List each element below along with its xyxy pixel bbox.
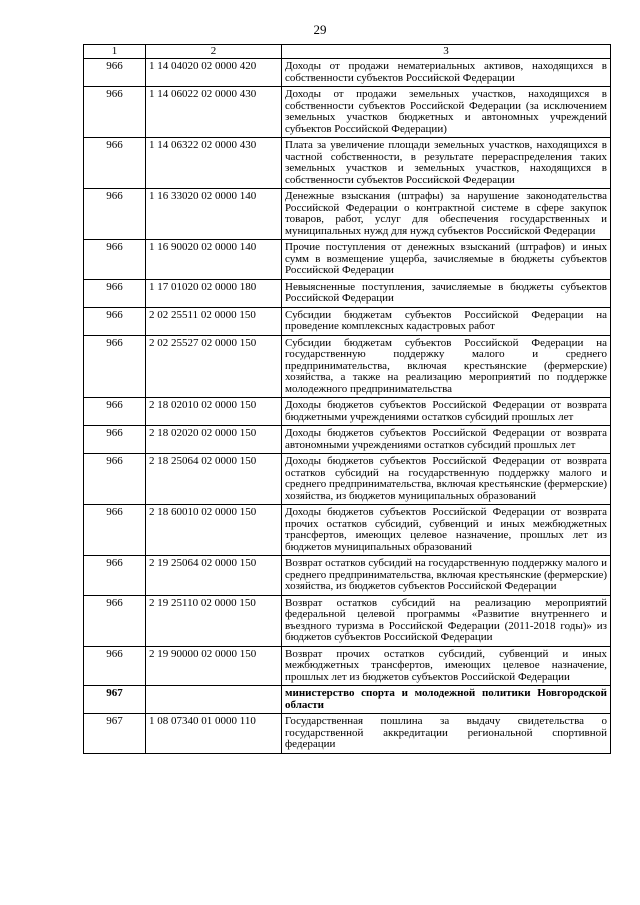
table-row	[84, 714, 611, 754]
revenue-name-cell: Возврат остатков субсидий на государственную поддержку малого и среднего предпринимательства, включая крестьянские (фермерские) хозяйства, из бюджетов субъектов Российской Федерации	[282, 556, 611, 596]
admin-code-cell: 966	[84, 59, 146, 87]
header-column-3: 3	[282, 45, 611, 59]
table-row	[84, 335, 611, 398]
table-row	[84, 87, 611, 138]
revenue-name-cell: министерство спорта и молодежной политики Новгородской области	[282, 686, 611, 714]
budget-code-cell: 2 18 02010 02 0000 150	[146, 398, 282, 426]
admin-code-cell: 966	[84, 556, 146, 596]
admin-code-cell: 966	[84, 279, 146, 307]
budget-code-cell: 1 14 06322 02 0000 430	[146, 138, 282, 189]
budget-code-cell: 1 17 01020 02 0000 180	[146, 279, 282, 307]
table-row	[84, 454, 611, 505]
budget-code-cell: 2 02 25527 02 0000 150	[146, 335, 282, 398]
revenue-name-cell: Доходы бюджетов субъектов Российской Федерации от возврата остатков субсидий на государственную поддержку малого и среднего предпринимательства, включая крестьянские (фермерские) хозяйства, из бюджетов муниципальных образований	[282, 454, 611, 505]
budget-code-cell: 1 14 06022 02 0000 430	[146, 87, 282, 138]
revenue-name-cell: Возврат прочих остатков субсидий, субвенций и иных межбюджетных трансфертов, имеющих целевое назначение, прошлых лет из бюджетов субъектов Российской Федерации	[282, 646, 611, 686]
budget-code-cell: 2 18 60010 02 0000 150	[146, 505, 282, 556]
admin-code-cell: 966	[84, 426, 146, 454]
table-row	[84, 307, 611, 335]
admin-code-cell: 967	[84, 686, 146, 714]
budget-code-cell: 2 18 25064 02 0000 150	[146, 454, 282, 505]
table-row	[84, 398, 611, 426]
table-row	[84, 240, 611, 280]
budget-code-cell: 1 16 33020 02 0000 140	[146, 189, 282, 240]
admin-code-cell: 967	[84, 714, 146, 754]
page-number: 29	[313, 22, 327, 37]
budget-code-cell: 2 19 25064 02 0000 150	[146, 556, 282, 596]
budget-code-cell: 1 14 04020 02 0000 420	[146, 59, 282, 87]
revenue-codes-table	[83, 44, 611, 754]
admin-code-cell: 966	[84, 240, 146, 280]
admin-code-cell: 966	[84, 87, 146, 138]
revenue-name-cell: Доходы от продажи земельных участков, находящихся в собственности субъектов Российской Федерации (за исключением земельных участков бюджетных и автономных учреждений субъектов Российской Федерации)	[282, 87, 611, 138]
table-row	[84, 426, 611, 454]
admin-code-cell: 966	[84, 505, 146, 556]
budget-code-cell	[146, 686, 282, 714]
revenue-name-cell: Плата за увеличение площади земельных участков, находящихся в частной собственности, в результате перераспределения таких земельных участков и земельных участков, находящихся в собственности субъектов Российской Федерации	[282, 138, 611, 189]
budget-code-cell: 2 18 02020 02 0000 150	[146, 426, 282, 454]
revenue-name-cell: Субсидии бюджетам субъектов Российской Федерации на проведение комплексных кадастровых работ	[282, 307, 611, 335]
revenue-name-cell: Прочие поступления от денежных взысканий (штрафов) и иных сумм в возмещение ущерба, зачисляемые в бюджеты субъектов Российской Федерации	[282, 240, 611, 280]
header-column-2: 2	[146, 45, 282, 59]
revenue-name-cell: Доходы бюджетов субъектов Российской Федерации от возврата бюджетными учреждениями остатков субсидий прошлых лет	[282, 398, 611, 426]
table-row	[84, 189, 611, 240]
admin-code-cell: 966	[84, 335, 146, 398]
table-row	[84, 505, 611, 556]
admin-code-cell: 966	[84, 595, 146, 646]
table-row	[84, 595, 611, 646]
budget-code-cell: 1 08 07340 01 0000 110	[146, 714, 282, 754]
admin-code-cell: 966	[84, 189, 146, 240]
revenue-name-cell: Субсидии бюджетам субъектов Российской Федерации на государственную поддержку малого и среднего предпринимательства, включая крестьянские (фермерские) хозяйства, а также на реализацию мероприятий по поддержке молодежного предпринимательства	[282, 335, 611, 398]
admin-code-cell: 966	[84, 307, 146, 335]
revenue-name-cell: Возврат остатков субсидий на реализацию мероприятий федеральной целевой программы «Развитие внутреннего и въездного туризма в Российской Федерации (2011-2018 годы)» из бюджетов субъектов Российской Федерации	[282, 595, 611, 646]
admin-code-cell: 966	[84, 646, 146, 686]
revenue-name-cell: Доходы бюджетов субъектов Российской Федерации от возврата автономными учреждениями остатков субсидий прошлых лет	[282, 426, 611, 454]
budget-code-cell: 1 16 90020 02 0000 140	[146, 240, 282, 280]
revenue-name-cell: Невыясненные поступления, зачисляемые в бюджеты субъектов Российской Федерации	[282, 279, 611, 307]
table-row	[84, 138, 611, 189]
budget-code-cell: 2 19 90000 02 0000 150	[146, 646, 282, 686]
revenue-name-cell: Государственная пошлина за выдачу свидетельства о государственной аккредитации региональной спортивной федерации	[282, 714, 611, 754]
header-column-1: 1	[84, 45, 146, 59]
budget-code-cell: 2 02 25511 02 0000 150	[146, 307, 282, 335]
table-row	[84, 646, 611, 686]
revenue-name-cell: Доходы от продажи нематериальных активов, находящихся в собственности субъектов Российской Федерации	[282, 59, 611, 87]
revenue-name-cell: Денежные взыскания (штрафы) за нарушение законодательства Российской Федерации о контрактной системе в сфере закупок товаров, работ, услуг для обеспечения государственных и муниципальных нужд для нужд субъектов Российской Федерации	[282, 189, 611, 240]
table-row	[84, 59, 611, 87]
revenue-name-cell: Доходы бюджетов субъектов Российской Федерации от возврата прочих остатков субсидий, субвенций и иных межбюджетных трансфертов, имеющих целевое назначение, прошлых лет из бюджетов муниципальных образований	[282, 505, 611, 556]
table-row	[84, 279, 611, 307]
admin-code-cell: 966	[84, 454, 146, 505]
table-row	[84, 556, 611, 596]
admin-code-cell: 966	[84, 138, 146, 189]
table-header-row	[84, 45, 611, 59]
budget-code-cell: 2 19 25110 02 0000 150	[146, 595, 282, 646]
table-row	[84, 686, 611, 714]
admin-code-cell: 966	[84, 398, 146, 426]
